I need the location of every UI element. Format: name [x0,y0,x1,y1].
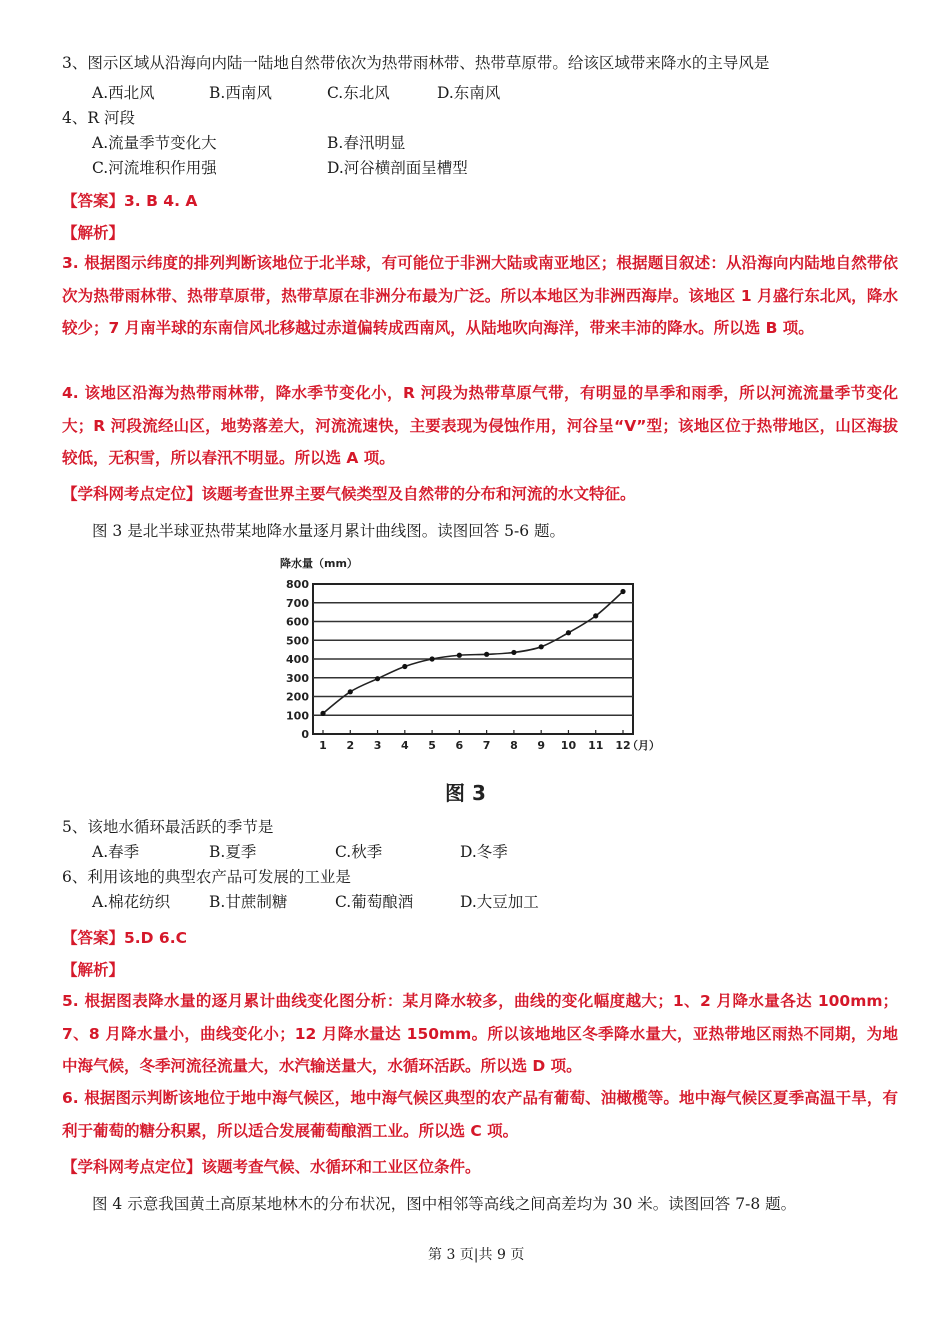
x-tick-label: 2 [346,739,355,752]
answer-3-4: 【答案】3. B 4. A [62,192,198,210]
y-tick-label: 200 [286,690,309,704]
x-tick-label: 9 [537,739,546,752]
q4-option-a: A.流量季节变化大 [92,134,217,152]
x-tick-label: 1 [319,739,327,752]
q3-option-c: C.东北风 [327,84,390,102]
q4-option-b: B.春汛明显 [327,134,406,152]
question-6-stem: 6、利用该地的典型农产品可发展的工业是 [62,868,351,886]
data-point [348,689,353,694]
chart-caption: 图 3 [445,781,486,805]
page-footer: 第 3 页|共 9 页 [428,1247,525,1263]
q5-option-b: B.夏季 [209,843,257,861]
data-point [402,664,407,669]
data-point [429,656,434,661]
chart-xlabel: （月） [627,739,660,752]
q3-option-a: A.西北风 [92,84,155,102]
precipitation-cumulative-chart [275,548,665,810]
question-4-stem: 4、R 河段 [62,109,135,127]
y-tick-label: 300 [286,671,309,685]
x-tick-label: 5 [428,739,436,752]
analysis-q4: 4. 该地区沿海为热带雨林带，降水季节变化小，R 河段为热带草原气带，有明显的旱季和雨季，所以河流流量季节变化大；R 河段流经山区，地势落差大，河流流速快，主要表现为侵蚀作用，河谷呈“V”型；该地区位于热带地区，山区海拔较低，无积雪，所以春汛不明显。所以选 A 项。 [62,384,898,467]
q5-option-c: C.秋季 [335,843,383,861]
question-3-stem: 3、图示区域从沿海向内陆一陆地自然带依次为热带雨林带、热带草原带。给该区域带来降水的主导风是 [62,54,770,72]
answer-5-6: 【答案】5.D 6.C [62,929,187,947]
q5-option-a: A.春季 [92,843,140,861]
q3-option-b: B.西南风 [209,84,272,102]
data-point [593,613,598,618]
y-tick-label: 0 [301,728,309,741]
x-tick-label: 3 [373,739,382,752]
x-tick-label: 7 [482,739,491,752]
q6-option-c: C.葡萄酿酒 [335,893,414,911]
analysis-q6: 6. 根据图示判断该地位于地中海气候区，地中海气候区典型的农产品有葡萄、油橄榄等。地中海气候区夏季高温干旱，有利于葡萄的糖分积累，所以适合发展葡萄酿酒工业。所以选 C 项。 [62,1089,898,1140]
y-tick-label: 700 [286,596,309,610]
x-tick-label: 11 [588,739,604,752]
x-tick-label: 4 [400,739,409,752]
y-tick-label: 600 [286,615,309,629]
q4-option-c: C.河流堆积作用强 [92,159,217,177]
figure-3-intro: 图 3 是北半球亚热带某地降水量逐月累计曲线图。读图回答 5-6 题。 [92,522,566,540]
y-tick-label: 400 [286,653,309,666]
analysis-label-1: 【解析】 [62,224,125,242]
q6-option-b: B.甘蔗制糖 [209,893,288,911]
question-5-stem: 5、该地水循环最活跃的季节是 [62,818,274,836]
series-line [323,592,623,714]
data-point [457,653,462,658]
analysis-q3: 3. 根据图示纬度的排列判断该地位于北半球，有可能位于非洲大陆或南亚地区；根据题目叙述：从沿海向内陆地自然带依次为热带雨林带、热带草原带，热带草原在非洲分布最为广泛。所以本地区为非洲西海岸。该地区 1 月盛行东北风，降水较少；7 月南半球的东南信风北移越过赤道偏转成西南风，从陆地吹向海洋，带来丰沛的降水。所以选 B 项。 [62,254,898,337]
q3-option-d: D.东南风 [437,84,501,102]
data-point [539,644,544,649]
data-point [320,711,325,716]
knowledge-point-2: 【学科网考点定位】该题考查气候、水循环和工业区位条件。 [62,1158,481,1176]
chart-ylabel: 降水量（mm） [280,557,358,570]
y-tick-label: 100 [286,709,309,723]
figure-4-intro: 图 4 示意我国黄土高原某地林木的分布状况，图中相邻等高线之间高差均为 30 米。读图回答 7-8 题。 [92,1195,797,1213]
x-tick-label: 6 [455,739,464,752]
data-point [375,676,380,681]
data-point [566,630,571,635]
y-tick-label: 800 [286,578,309,591]
data-point [484,652,489,657]
q5-option-d: D.冬季 [460,843,508,861]
x-tick-label: 10 [560,739,577,752]
analysis-label-2: 【解析】 [62,961,125,979]
analysis-q5: 5. 根据图表降水量的逐月累计曲线变化图分析：某月降水较多，曲线的变化幅度越大；1、2 月降水量各达 100mm；7、8 月降水量小，曲线变化小；12 月降水量达 150mm。所以该地地区冬季降水量大，亚热带地区雨热不同期，为地中海气候，冬季河流径流量大，水汽输送量大，水循环活跃。所以选 D 项。 [62,992,898,1075]
chart-ticks [286,578,631,752]
knowledge-point-1: 【学科网考点定位】该题考查世界主要气候类型及自然带的分布和河流的水文特征。 [62,485,636,503]
x-tick-label: 8 [510,739,518,752]
data-point [620,589,625,594]
q6-option-d: D.大豆加工 [460,893,539,911]
x-tick-label: 12 [615,739,631,752]
q4-option-d: D.河谷横剖面呈槽型 [327,159,468,177]
q6-option-a: A.棉花纺织 [92,893,171,911]
chart-gridlines [313,584,633,734]
data-point [511,650,516,655]
y-tick-label: 500 [286,634,309,648]
